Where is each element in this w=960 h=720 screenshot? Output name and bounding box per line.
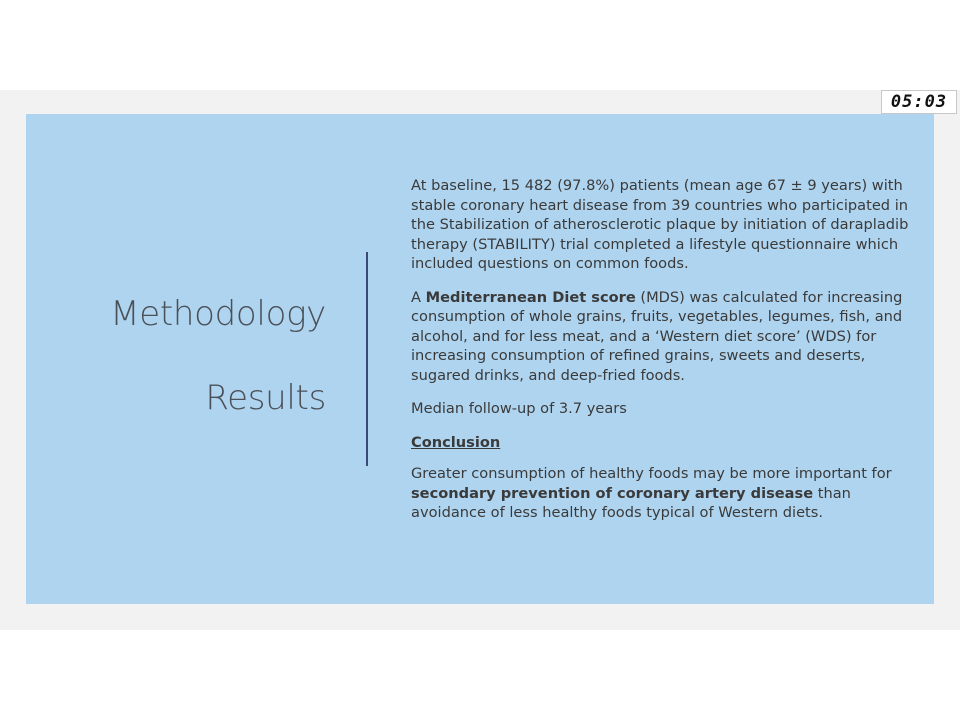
conclusion-heading: Conclusion [411, 433, 501, 451]
conclusion-suffix: than avoidance of less healthy foods typical of Western diets. [411, 484, 851, 521]
methodology-title: Methodology [110, 294, 326, 334]
diet-score-paragraph [411, 288, 911, 386]
countdown-timer: 05:03 [881, 90, 957, 114]
conclusion-bold: secondary prevention of coronary artery disease [411, 484, 814, 502]
conclusion-prefix: Greater consumption of healthy foods may be more important for [411, 465, 892, 482]
diet-score-suffix: (MDS) was calculated for increasing consumption of whole grains, fruits, vegetables, legumes, fish, and alcohol, and for less meat, and a ‘Western diet score’ (WDS) for increasing consumption of refined grains, sweets and deserts, sugared drinks, and deep-fried foods. [411, 288, 903, 384]
follow-up-paragraph: Median follow-up of 3.7 years [411, 400, 627, 417]
vertical-divider [366, 252, 368, 466]
conclusion-paragraph [411, 464, 911, 523]
slide-body-text [411, 176, 911, 537]
diet-score-prefix: A [411, 288, 426, 306]
slide-titles [26, 114, 326, 604]
diet-score-bold: Mediterranean Diet score [425, 288, 636, 306]
results-title: Results [205, 378, 326, 418]
baseline-paragraph: At baseline, 15 482 (97.8%) patients (mean age 67 ± 9 years) with stable coronary heart disease from 39 countries who participated in the Stabilization of atherosclerotic plaque by initiation of darapladib therapy (STABILITY) trial completed a lifestyle questionnaire which included questions on common foods. [411, 177, 909, 272]
